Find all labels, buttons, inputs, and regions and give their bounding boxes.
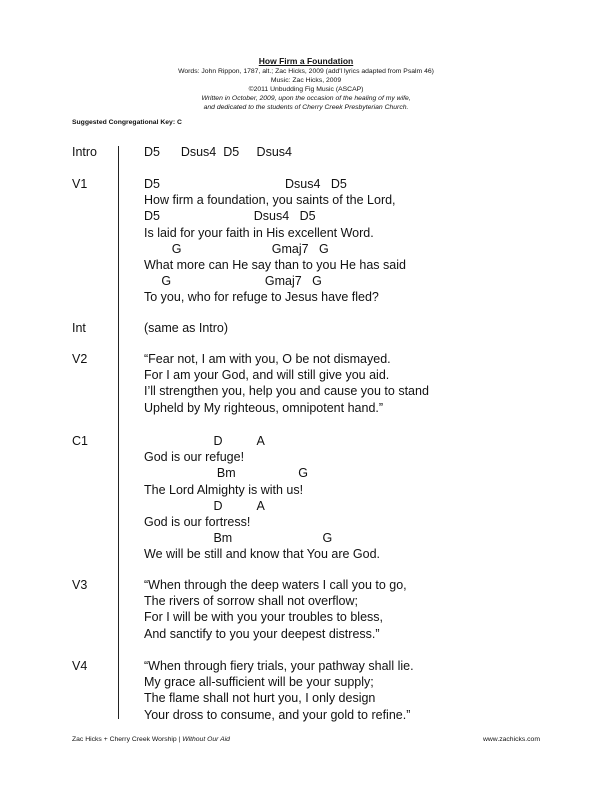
lyric-line: My grace all-sufficient will be your supply; [144,675,374,690]
lyric-line: Your dross to consume, and your gold to refine.” [144,707,411,722]
dedication-line-2: and dedicated to the students of Cherry Creek Presbyterian Church. [203,104,409,111]
copyright: ©2011 Unbudding Fig Music (ASCAP) [248,86,364,93]
lyric-line: Upheld by My righteous, omnipotent hand.” [144,400,384,415]
chord-line: Bm G [144,531,333,546]
lyric-line: God is our refuge! [144,450,245,465]
chord-line: D5 Dsus4 D5 [144,209,316,224]
footer-website[interactable]: www.zachicks.com [482,736,540,743]
chord-line: D5 Dsus4 D5 [144,177,347,191]
section-divider-line [118,146,119,719]
lyric-line: And sanctify to you your deepest distress.” [144,626,380,641]
lyric-line: What more can He say than to you He has said [144,257,406,272]
lyric-line: For I am your God, and will still give you aid. [144,368,390,383]
chord-line: G Gmaj7 G [144,274,322,289]
section-label: C1 [72,434,88,448]
lyric-line: The rivers of sorrow shall not overflow; [144,594,358,609]
song-title: How Firm a Foundation [258,56,354,66]
section-label: V3 [72,578,88,592]
words-credit: Words: John Rippon, 1787, alt.; Zac Hicks, 2009 (add'l lyrics adapted from Psalm 46) [178,68,434,75]
lyric-line: God is our fortress! [144,514,251,529]
chord-line: Bm G [144,466,308,481]
lyric-line: The Lord Almighty is with us! [144,482,304,497]
song-header [0,56,612,112]
section-label: V1 [72,177,88,191]
section-label: V2 [72,352,88,366]
lyric-line: Is laid for your faith in His excellent Word. [144,225,374,240]
lyric-line: “When through the deep waters I call you to go, [144,578,407,592]
chord-line: D A [144,434,265,448]
section-label: Int [72,321,86,335]
section-label: Intro [72,145,98,159]
footer-separator: | [178,736,181,743]
lyric-line: I’ll strengthen you, help you and cause you to stand [144,384,429,399]
lyric-line: “When through fiery trials, your pathway shall lie. [144,659,414,673]
footer-artist: Zac Hicks + Cherry Creek Worship [72,736,177,743]
music-credit: Music: Zac Hicks, 2009 [270,77,342,84]
lyric-line: For I will be with you your troubles to bless, [144,610,383,625]
footer-credit [72,736,230,743]
chord-line: G Gmaj7 G [144,241,329,256]
lyric-line: To you, who for refuge to Jesus have fled? [144,290,379,305]
footer-album: Without Our Aid [182,736,230,743]
lyric-line: (same as Intro) [144,321,229,335]
chord-line: D5 Dsus4 D5 Dsus4 [144,145,292,159]
section-label: V4 [72,659,88,673]
dedication-line-1: Written in October, 2009, upon the occasion of the healing of my wife, [201,95,411,102]
suggested-key: Suggested Congregational Key: C [72,119,182,126]
chord-line: D A [144,498,265,513]
lyric-line: The flame shall not hurt you, I only design [144,691,376,706]
lyric-line: How firm a foundation, you saints of the Lord, [144,193,396,208]
lyric-line: “Fear not, I am with you, O be not dismayed. [144,352,391,366]
lyric-line: We will be still and know that You are God. [144,547,381,562]
